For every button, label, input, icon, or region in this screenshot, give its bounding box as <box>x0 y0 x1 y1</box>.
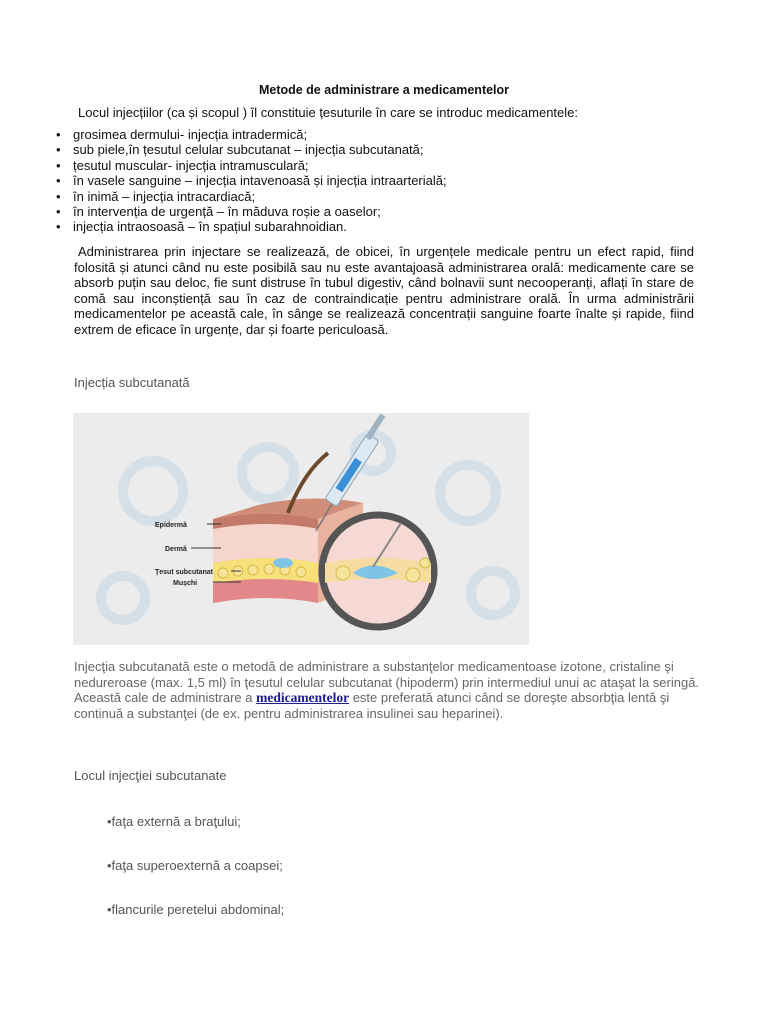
sites-heading: Locul injecţiei subcutanate <box>74 768 227 783</box>
injection-sites-list <box>56 127 447 235</box>
subcutaneous-description <box>74 659 714 721</box>
site-item: •faţa superoexternă a coapsei; <box>107 858 283 873</box>
magnifier <box>322 515 434 627</box>
site-item: •flancurile peretelui abdominal; <box>107 902 285 917</box>
description-text: Injecţia subcutanată este o metodă de administrare a substanţelor medicamentoase izotone, cristaline şi nedureroase (max. 1,5 ml) în ţesutul celular subcutanat (hipoderm) prin intermediul unui ac ataşat la seringă. Această cale de administrare a <box>74 659 700 706</box>
intro-text: Locul injecțiilor (ca și scopul ) îl constituie țesuturile în care se introduc medicamentele: <box>78 105 579 120</box>
subcutaneous-injection-illustration <box>73 413 529 645</box>
label-muschi: Mușchi <box>173 580 198 587</box>
list-item: • grosimea dermului- injecția intradermică; <box>56 127 447 142</box>
site-item: •faţa externă a braţului; <box>107 814 241 829</box>
administration-paragraph: Administrarea prin injectare se realizează, de obicei, în urgențele medicale pentru un efect rapid, fiind folosită și atunci când nu este posibilă sau nu este avantajoasă administrarea orală: medicamente care se absorb puțin sau deloc, fie sunt distruse în tubul digestiv, când bolnavii sunt necooperanți, aflați în stare de comă sau inconștiență sau în caz de contraindicație pentru administrare orală. În urma administrării medicamentelor pe această cale, în sânge se realizează concentrații sanguine foarte înalte și rapide, fiind extrem de eficace în urgențe, dar și foarte periculoasă. <box>74 244 694 337</box>
list-item: • sub piele,în țesutul celular subcutanat – injecția subcutanată; <box>56 142 447 157</box>
list-item: • în intervenția de urgență – în măduva roșie a oaselor; <box>56 204 447 219</box>
medicamentelor-link[interactable]: medicamentelor <box>256 690 350 706</box>
label-tesut: Țesut subcutanat <box>155 569 213 576</box>
illustration-svg <box>73 413 529 645</box>
list-item: • țesutul muscular- injecția intramusculară; <box>56 158 447 173</box>
description-text-end: este preferată atunci când se doreşte absorbţia lentă şi continuă a substanţei (de ex. pentru administrarea insulinei sau heparinei). <box>74 690 670 721</box>
label-derma: Dermă <box>165 546 187 553</box>
document-title: Metode de administrare a medicamentelor <box>258 83 510 97</box>
label-epiderma: Epidermă <box>155 522 187 529</box>
list-item: • în vasele sanguine – injecția intavenoasă și injecția intraarterială; <box>56 173 447 188</box>
section-heading: Injecția subcutanată <box>74 375 190 390</box>
list-item: • injecția intraosoasă – în spațiul subarahnoidian. <box>56 219 447 234</box>
list-item: • în inimă – injecția intracardiacă; <box>56 189 447 204</box>
